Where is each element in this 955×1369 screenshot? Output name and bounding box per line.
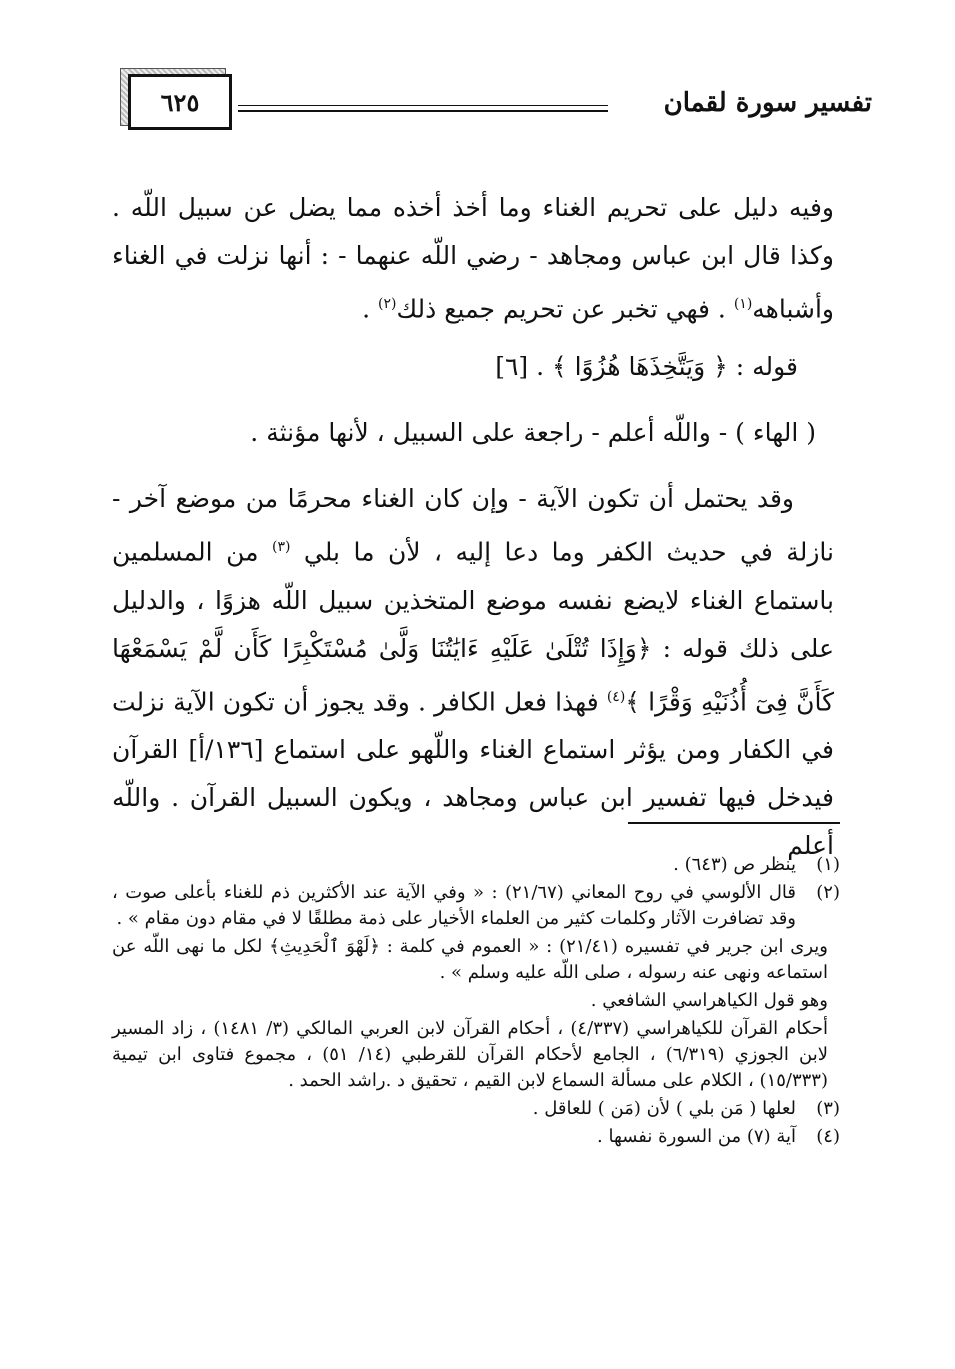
footnote-text: آية (٧) من السورة نفسها . xyxy=(597,1126,796,1147)
footnote-ref-4: (٤) xyxy=(606,688,626,705)
footnote-ref-2: (٢) xyxy=(378,296,397,312)
footnote-2 xyxy=(112,880,840,932)
footnote-2-continuation-1: ويرى ابن جرير في تفسيره (٢١/٤١) : « العموم في كلمة : ﴿لَهْوَ ٱلْحَدِيثِ﴾ لكل ما نهى اللّه عن استماعه ونهى عنه رسوله ، صلى اللّه عليه وسلم » . xyxy=(112,936,829,983)
paragraph-1: وفيه دليل على تحريم الغناء وما أخذ أخذه مما يضل عن سبيل اللّه . وكذا قال ابن عباس ومجاهد - رضي اللّه عنهما - : أنها نزلت في الغناء وأشباهه$^{(١)}$ . فهي تخبر عن تحريم جميع ذلك$^{(٢)}$ . xyxy=(112,193,834,324)
footnote-number: (٣) xyxy=(816,1098,840,1119)
footnote-ref-3: (٣) xyxy=(271,539,291,556)
footnote-number: (١) xyxy=(816,854,840,875)
footnote-number: (٤) xyxy=(816,1126,840,1147)
footnote-1 xyxy=(112,852,840,878)
footnote-number: (٢) xyxy=(816,882,840,903)
footnote-2-continuation-3: أحكام القرآن للكياهراسي (٤/٣٣٧) ، أحكام القرآن لابن العربي المالكي (٣/ ١٤٨١) ، زاد المسير لابن الجوزي (٦/٣١٩) ، الجامع لأحكام القرآن للقرطبي (١٤/ ٥١) ، مجموع فتاوى ابن تيمية (١٥/٣٣٣) ، الكلام على مسألة السماع لابن القيم ، تحقيق د .راشد الحمد . xyxy=(112,1018,828,1091)
header-rule xyxy=(238,105,608,112)
verse-quote: قوله : ﴿ وَيَتَّخِذَهَا هُزُوًا ﴾ . [٦] xyxy=(495,352,798,382)
footnote-2-continuation-2: وهو قول الكياهراسي الشافعي . xyxy=(590,990,828,1011)
footnote-text: ينظر ص (٦٤٣) . xyxy=(673,854,796,875)
footnote-separator xyxy=(628,822,840,824)
footnotes xyxy=(112,852,840,1152)
footnote-4 xyxy=(112,1124,840,1150)
page-header xyxy=(120,68,872,136)
paragraph-haa: ( الهاء ) - واللّه أعلم - راجعة على السبيل ، لأنها مؤنثة . xyxy=(250,418,816,448)
paragraph-2: وقد يحتمل أن تكون الآية - وإن كان الغناء محرمًا من موضع آخر - نازلة في حديث الكفر وما دعا إليه ، لأن ما بلي $^{(٣)}$ من المسلمين باستماع الغناء لايضع نفسه موضع المتخذين سبيل اللّه هزوًا ، والدليل على ذلك قوله : ﴿وَإِذَا تُتْلَىٰ عَلَيْهِ ءَايَٰتُنَا وَلَّىٰ مُسْتَكْبِرًا كَأَن لَّمْ يَسْمَعْهَا كَأَنَّ فِىٓ أُذُنَيْهِ وَقْرًا ﴾$^{(٤)}$ فهذا فعل الكافر . وقد يجوز أن تكون الآية نزلت في الكفار ومن يؤثر استماع الغناء واللّهو على استماع [١٣٦/أ] القرآن فيدخل فيها تفسير ابن عباس ومجاهد ، ويكون السبيل القرآن . واللّه أعلم xyxy=(112,484,834,860)
running-title: تفسير سورة لقمان xyxy=(663,88,872,118)
page-number: ٦٢٥ xyxy=(128,74,232,130)
footnote-3 xyxy=(112,1096,840,1122)
footnote-text: لعلها ( مَن بلي ) لأن (مَن ) للعاقل . xyxy=(532,1098,796,1119)
footnote-text: قال الألوسي في روح المعاني (٢١/٦٧) : « وفي الآية عند الأكثرين ذم للغناء بأعلى صوت ، وقد تضافرت الآثار وكلمات كثير من العلماء الأخيار على ذمة مطلقًا لا في مقام دون مقام » . xyxy=(112,882,796,929)
main-text xyxy=(112,184,834,870)
footnote-ref-1: (١) xyxy=(733,296,753,312)
